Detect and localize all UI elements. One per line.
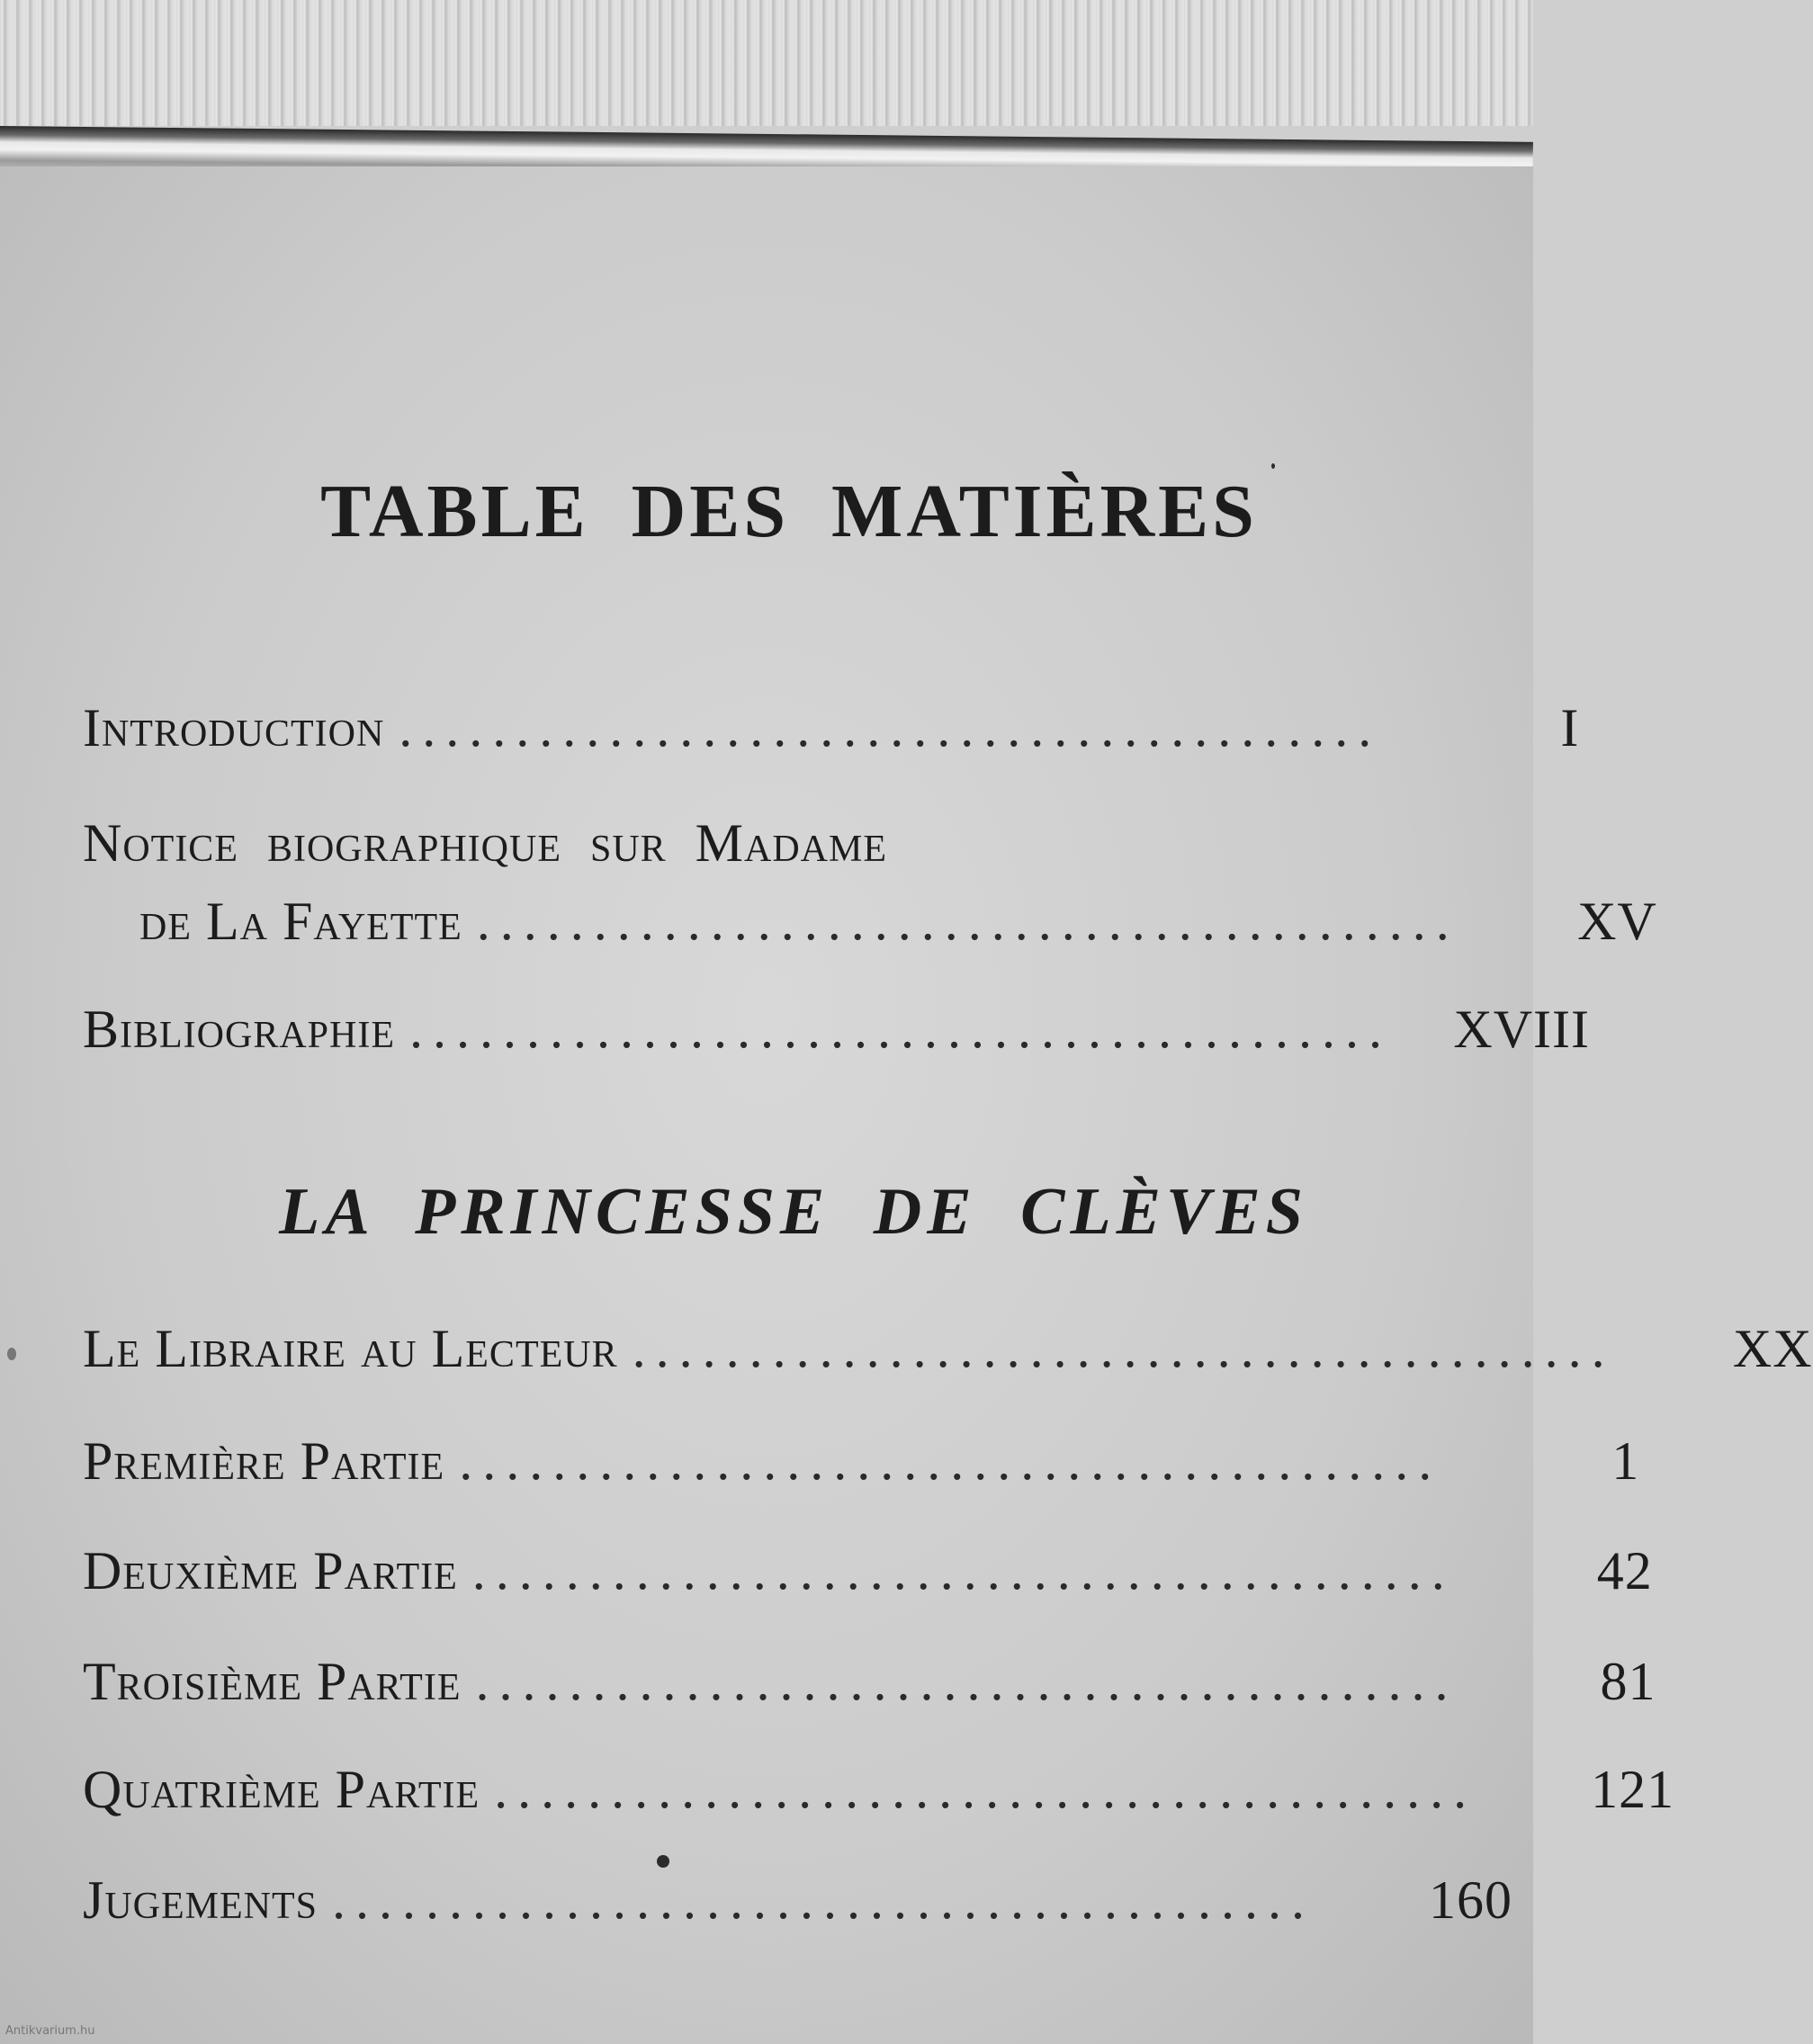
- toc-entry-notice: [139, 891, 1657, 963]
- dot-leader: ..........................................: [459, 1431, 1442, 1491]
- toc-entry-page: 160: [1429, 1870, 1513, 1930]
- toc-entry-label: Deuxième Partie: [83, 1541, 458, 1600]
- toc-entry-label: Quatrième Partie: [83, 1760, 480, 1819]
- toc-entry-page: 1: [1611, 1431, 1640, 1491]
- toc-entry-label: Le Libraire au Lecteur: [83, 1319, 618, 1378]
- toc-entry-jugements: [83, 1869, 1513, 1941]
- toc-entry-introduction: [83, 697, 1580, 769]
- dot-leader: ..........................................: [476, 892, 1459, 951]
- ink-speck: [657, 1855, 669, 1868]
- toc-entry-libraire: [83, 1318, 1813, 1390]
- dot-leader: ..........................................: [494, 1760, 1477, 1819]
- toc-entry-troisieme-partie: [83, 1651, 1656, 1723]
- toc-entry-notice-line1: Notice biographique sur Madame: [83, 813, 888, 873]
- toc-entry-page: I: [1560, 698, 1580, 758]
- dot-leader: ..........................................: [632, 1319, 1615, 1378]
- dot-leader: ..........................................: [332, 1870, 1315, 1930]
- page-title: TABLE DES MATIÈRES: [320, 470, 1258, 553]
- toc-entry-page: XVIII: [1453, 1000, 1590, 1059]
- toc-entry-label: Troisième Partie: [83, 1652, 462, 1711]
- toc-entry-premiere-partie: [83, 1430, 1640, 1502]
- dot-leader: ..........................................: [399, 698, 1382, 758]
- section-title: LA PRINCESSE DE CLÈVES: [279, 1175, 1308, 1249]
- background-paper-strip: [0, 0, 1533, 126]
- toc-entry-page: XV: [1577, 892, 1657, 951]
- ink-speck: [1271, 463, 1275, 469]
- toc-entry-page: 42: [1596, 1541, 1653, 1600]
- toc-entry-label: Première Partie: [83, 1431, 445, 1491]
- ink-speck: [7, 1348, 16, 1360]
- toc-entry-bibliographie: [83, 999, 1590, 1071]
- dot-leader: ..........................................: [409, 1000, 1392, 1059]
- toc-entry-label: de La Fayette: [139, 892, 462, 951]
- toc-entry-page: XX: [1732, 1319, 1813, 1378]
- toc-entry-label: Bibliographie: [83, 1000, 395, 1059]
- toc-entry-deuxieme-partie: [83, 1540, 1653, 1612]
- watermark: Antikvarium.hu: [5, 2024, 95, 2038]
- toc-entry-label: Jugements: [83, 1870, 319, 1930]
- toc-entry-page: 121: [1591, 1760, 1675, 1819]
- toc-entry-quatrieme-partie: [83, 1759, 1675, 1831]
- toc-entry-page: 81: [1600, 1652, 1656, 1711]
- dot-leader: ..........................................: [471, 1541, 1455, 1600]
- toc-entry-label: Introduction: [83, 698, 385, 758]
- dot-leader: ..........................................: [475, 1652, 1458, 1711]
